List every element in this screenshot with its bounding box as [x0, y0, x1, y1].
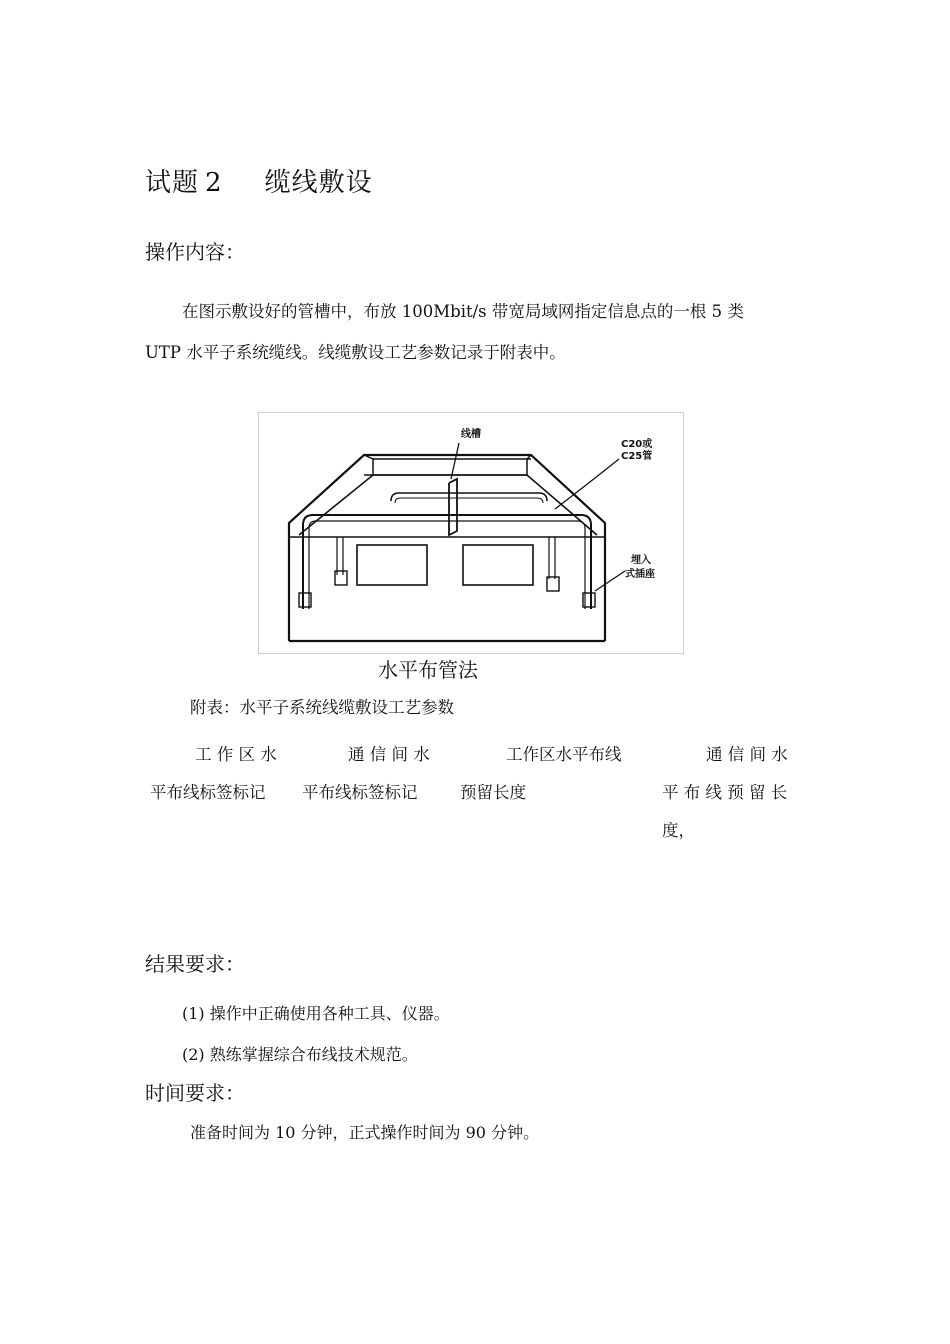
horizontal-piping-figure — [258, 412, 684, 654]
table-col3-line2: 预留长度 — [460, 783, 526, 802]
page-title — [145, 162, 373, 199]
results-item-1: (1) 操作中正确使用各种工具、仪器。 — [182, 1004, 450, 1023]
table-col2-line2: 平布线标签标记 — [302, 783, 418, 802]
table-col2-line1: 通 信 间 水 — [348, 745, 430, 764]
table-col4-line3: 度， — [662, 821, 695, 840]
results-item-2: (2) 熟练掌握综合布线技术规范。 — [182, 1045, 418, 1064]
piping-diagram — [259, 413, 683, 653]
operation-line-2: UTP 水平子系统缆线。线缆敷设工艺参数记录于附表中。 — [145, 343, 566, 362]
label-trough: 线槽 — [461, 429, 481, 440]
title-label: 试题 — [145, 168, 200, 198]
table-col3-line1: 工作区水平布线 — [506, 745, 622, 764]
table-col4-line2: 平 布 线 预 留 长 — [662, 783, 788, 802]
operation-heading: 操作内容： — [145, 240, 245, 264]
results-heading: 结果要求： — [145, 952, 245, 976]
label-socket-1: 埋入 — [631, 555, 651, 566]
operation-line-1: 在图示敷设好的管槽中，布放 100Mbit/s 带宽局域网指定信息点的一根 5 类 — [182, 302, 744, 321]
label-pipe-2: C25管 — [621, 451, 653, 462]
appendix-title: 附表：水平子系统线缆敷设工艺参数 — [190, 698, 454, 717]
figure-caption: 水平布管法 — [378, 658, 478, 682]
label-pipe-1: C20或 — [621, 439, 653, 450]
table-col1-line1: 工 作 区 水 — [195, 745, 277, 764]
label-socket-2: 式插座 — [625, 569, 655, 580]
time-heading: 时间要求： — [145, 1081, 245, 1105]
title-number: 2 — [205, 168, 223, 198]
time-text: 准备时间为 10 分钟，正式操作时间为 90 分钟。 — [190, 1123, 540, 1142]
table-col4-line1: 通 信 间 水 — [706, 745, 788, 764]
title-subject: 缆线敷设 — [264, 168, 373, 198]
table-col1-line2: 平布线标签标记 — [150, 783, 266, 802]
